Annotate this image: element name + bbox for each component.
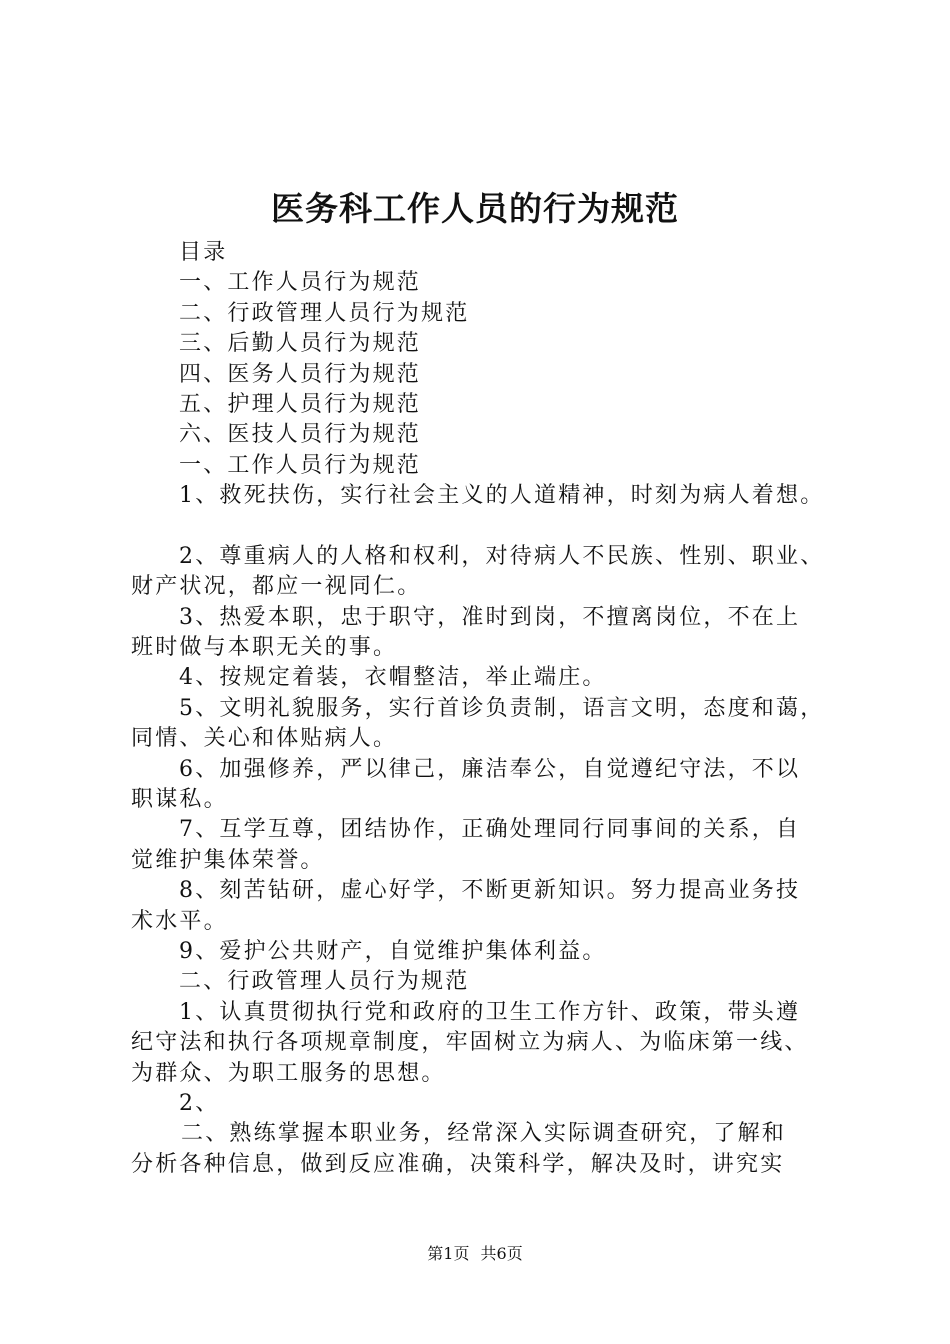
paragraph-line: 术水平。	[131, 908, 228, 934]
page-total: 共6页	[480, 1244, 523, 1263]
paragraph-line: 同情、关心和体贴病人。	[131, 726, 398, 752]
paragraph-line: 为群众、为职工服务的思想。	[131, 1060, 446, 1086]
paragraph-line: 班时做与本职无关的事。	[131, 635, 398, 661]
paragraph-line: 二、熟练掌握本职业务，经常深入实际调查研究，了解和	[181, 1121, 787, 1147]
paragraph-line: 8、刻苦钻研，虚心好学，不断更新知识。努力提高业务技	[179, 878, 801, 904]
paragraph-line: 职谋私。	[131, 787, 228, 813]
paragraph-line: 2、	[179, 1090, 220, 1116]
toc-item: 二、行政管理人员行为规范	[179, 300, 470, 326]
toc-item: 三、后勤人员行为规范	[179, 331, 422, 357]
paragraph-line: 5、文明礼貌服务，实行首诊负责制，语言文明，态度和蔼，	[179, 695, 825, 721]
paragraph-line: 6、加强修养，严以律己，廉洁奉公，自觉遵纪守法，不以	[179, 756, 801, 782]
paragraph-line: 财产状况，都应一视同仁。	[131, 574, 422, 600]
paragraph-gap	[131, 512, 831, 542]
toc-item: 四、医务人员行为规范	[179, 361, 422, 387]
paragraph-line: 2、尊重病人的人格和权利，对待病人不民族、性别、职业、	[179, 543, 825, 569]
document-title: 医务科工作人员的行为规范	[271, 189, 679, 228]
page-footer	[0, 1242, 950, 1266]
paragraph-line: 7、互学互尊，团结协作，正确处理同行同事间的关系，自	[179, 817, 801, 843]
document-body	[131, 238, 831, 1180]
section-heading: 二、行政管理人员行为规范	[179, 969, 470, 995]
toc-item: 一、工作人员行为规范	[179, 270, 422, 296]
toc-item: 六、医技人员行为规范	[179, 422, 422, 448]
paragraph-line: 3、热爱本职，忠于职守，准时到岗，不擅离岗位，不在上	[179, 604, 801, 630]
toc-heading: 目录	[179, 240, 228, 265]
paragraph-line: 1、认真贯彻执行党和政府的卫生工作方针、政策，带头遵	[179, 999, 801, 1025]
page-number: 第1页	[427, 1244, 470, 1263]
section-heading: 一、工作人员行为规范	[179, 452, 422, 478]
paragraph-line: 觉维护集体荣誉。	[131, 847, 325, 873]
paragraph-line: 4、按规定着装，衣帽整洁，举止端庄。	[179, 665, 607, 691]
paragraph-line: 分析各种信息，做到反应准确，决策科学，解决及时，讲究实	[131, 1151, 785, 1177]
paragraph-line: 纪守法和执行各项规章制度，牢固树立为病人、为临床第一线、	[131, 1030, 809, 1056]
toc-item: 五、护理人员行为规范	[179, 391, 422, 417]
paragraph-line: 1、救死扶伤，实行社会主义的人道精神，时刻为病人着想。	[179, 483, 825, 509]
paragraph-line: 9、爱护公共财产，自觉维护集体利益。	[179, 938, 607, 964]
